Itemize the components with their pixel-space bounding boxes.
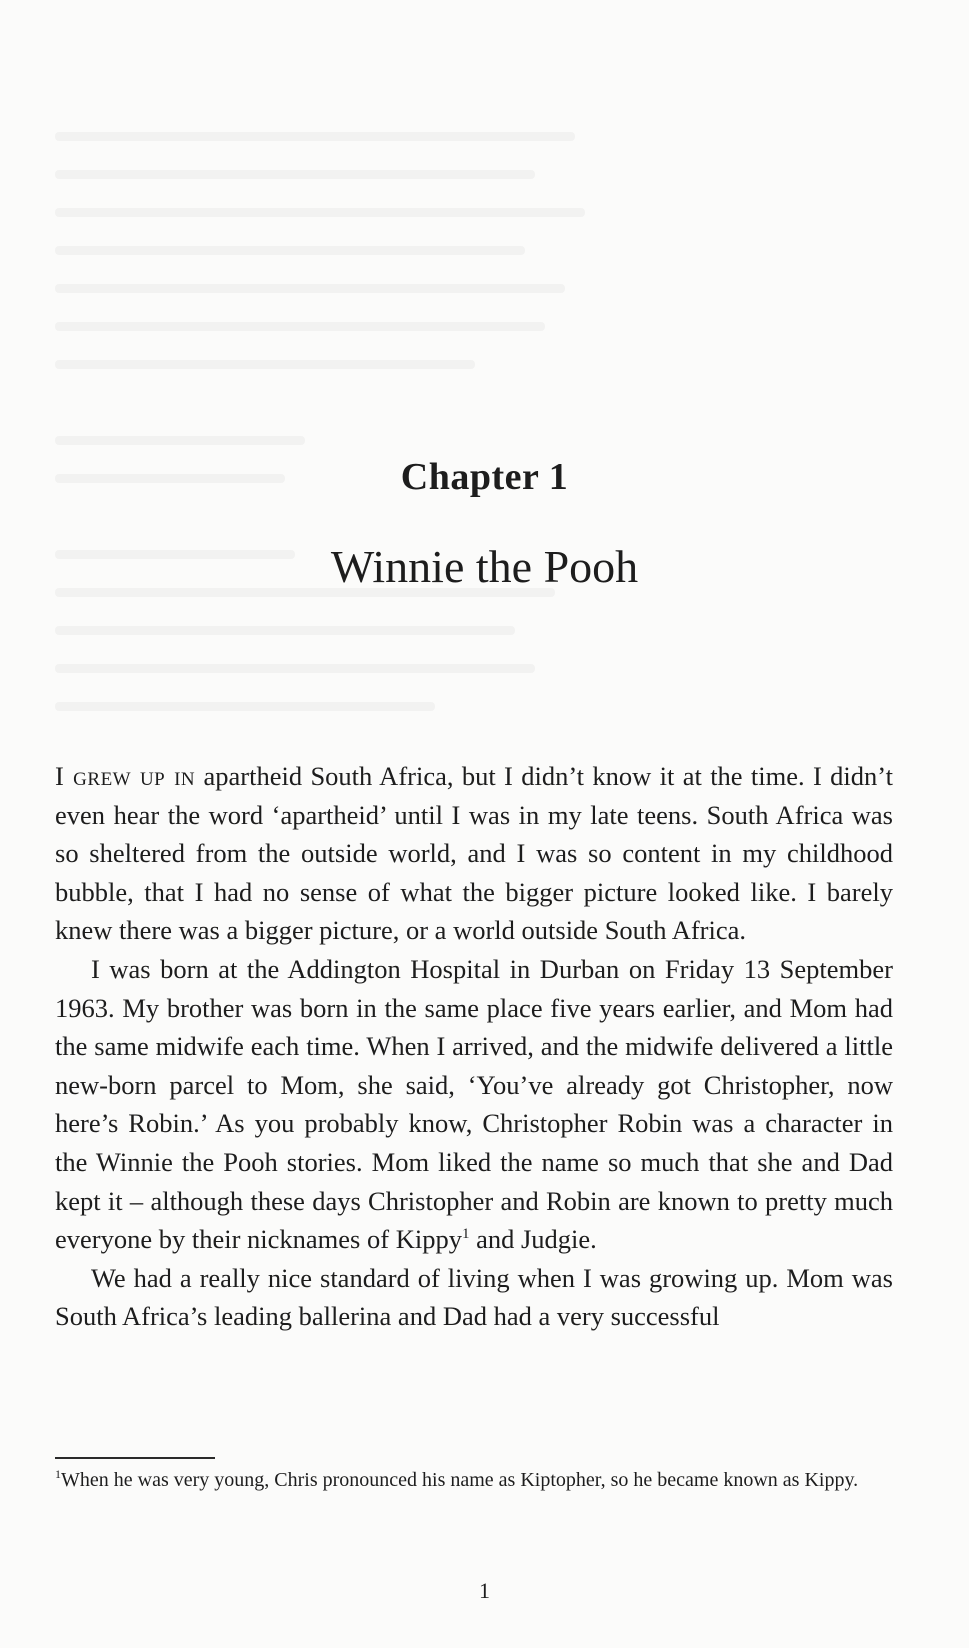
chapter-number: Chapter 1 — [400, 456, 569, 499]
body-text — [55, 757, 893, 1336]
paragraph — [55, 950, 893, 1259]
footnote-marker: 1 — [55, 1467, 61, 1481]
paragraph-lead-in: I grew up in — [55, 761, 196, 791]
footnote-text: When he was very young, Chris pronounced his name as Kiptopher, so he became known as Kippy. — [61, 1469, 859, 1491]
paragraph — [55, 757, 893, 950]
footnote-reference: 1 — [461, 1226, 470, 1243]
paragraph-text: and Judgie. — [469, 1224, 597, 1255]
page-number: 1 — [479, 1578, 490, 1603]
footnote-divider — [55, 1457, 215, 1459]
footnote — [55, 1465, 893, 1496]
paragraph-text: I was born at the Addington Hospital in Durban on Friday 13 September 1963. My brother was born in the same place five years earlier, and Mom had the same midwife each time. When I arrived, and the midwife delivered a little new-born parcel to Mom, she said, ‘You’ve already got Christopher, now here’s Robin.’ As you probably know, Christopher Robin was a character in the Winnie the Pooh stories. Mom liked the name so much that she and Dad kept it – although these days Christopher and Robin are known to pretty much everyone by their nicknames of Kippy — [55, 953, 893, 1255]
paragraph-text: apartheid South Africa, but I didn’t know it at the time. I didn’t even hear the word ‘apartheid’ until I was in my late teens. South Africa was so sheltered from the outside world, and I was so content in my childhood bubble, that I had no sense of what the bigger picture looked like. I barely knew there was a bigger picture, or a world outside South Africa. — [55, 761, 893, 946]
paragraph — [55, 1259, 893, 1336]
paragraph-text: We had a really nice standard of living when I was growing up. Mom was South Africa’s leading ballerina and Dad had a very successful — [55, 1262, 893, 1332]
chapter-title: Winnie the Pooh — [330, 541, 639, 593]
